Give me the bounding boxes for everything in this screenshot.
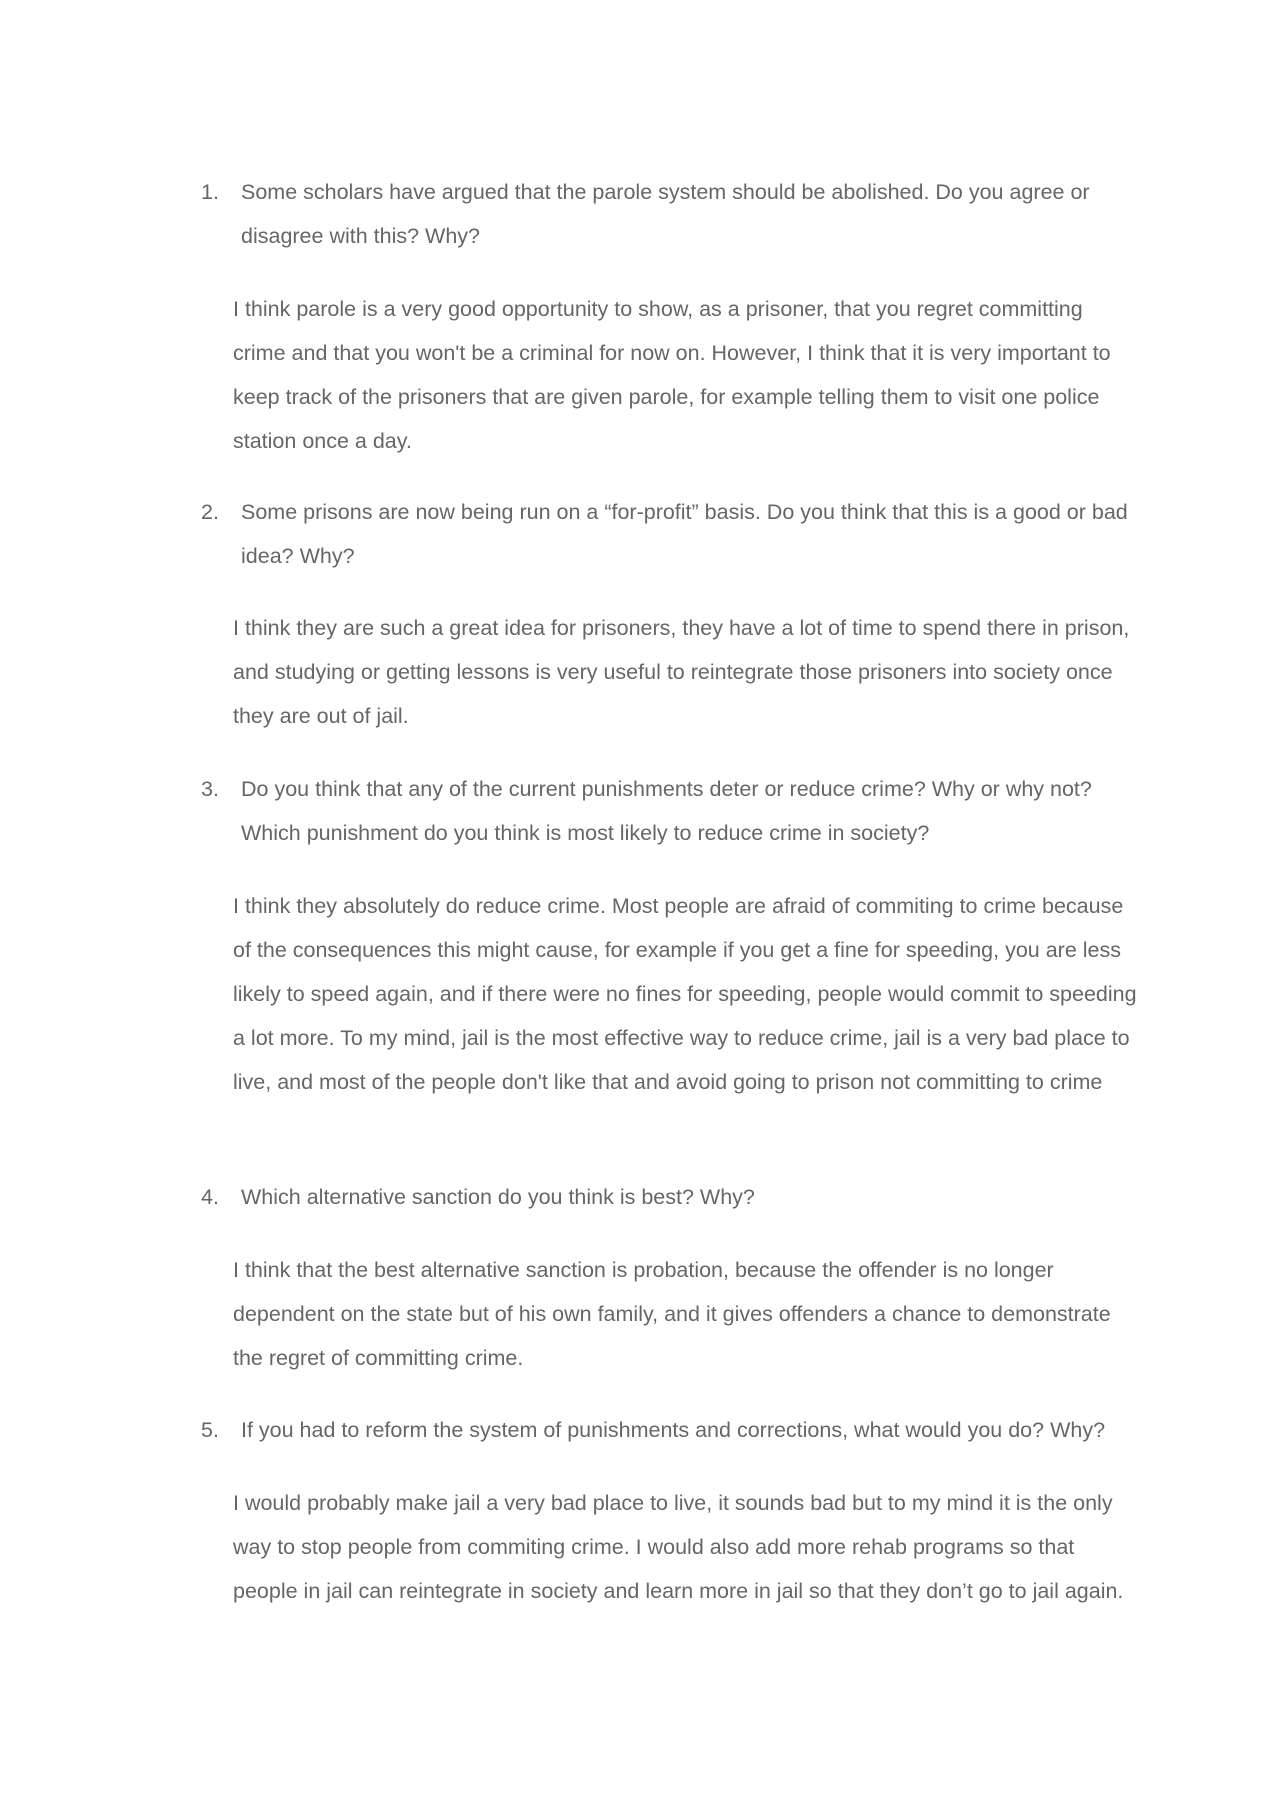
question-text: Which alternative sanction do you think is best? Why? [241,1185,755,1209]
answer-text: I think they absolutely do reduce crime. Most people are afraid of commiting to crime because of the consequences this might cause, for example if you get a fine for speeding, you are less likely to speed again, and if there were no fines for speeding, people would commit to speeding a lot more. To my mind, jail is the most effective way to reduce crime, jail is a very bad place to live, and most of the people don't like that and avoid going to prison not committing to crime [233,894,1137,1094]
answer-text: I would probably make jail a very bad place to live, it sounds bad but to my mind it is the only way to stop people from commiting crime. I would also add more rehab programs so that people in jail can reintegrate in society and learn more in jail so that they don’t go to jail again. [233,1491,1124,1603]
answer-text: I think that the best alternative sanction is probation, because the offender is no longer dependent on the state but of his own family, and it gives offenders a chance to demonstrate the regret of committing crime. [233,1258,1111,1370]
answer-text: I think they are such a great idea for prisoners, they have a lot of time to spend there in prison, and studying or getting lessons is very useful to reintegrate those prisoners into society once they are out of jail. [233,616,1130,728]
question-number: 5. [201,1418,219,1442]
question-text: Some prisons are now being run on a “for-profit” basis. Do you think that this is a good or bad idea? Why? [241,500,1128,568]
question-text: Do you think that any of the current punishments deter or reduce crime? Why or why not? Which punishment do you think is most likely to reduce crime in society? [241,777,1092,845]
question-number: 3. [201,777,219,801]
question-number: 2. [201,500,219,524]
question-text: If you had to reform the system of punishments and corrections, what would you do? Why? [241,1418,1106,1442]
answer-text: I think parole is a very good opportunity to show, as a prisoner, that you regret committing crime and that you won't be a criminal for now on. However, I think that it is very important to keep track of the prisoners that are given parole, for example telling them to visit one police station once a day. [233,297,1111,453]
question-number: 1. [201,180,219,204]
question-text: Some scholars have argued that the parole system should be abolished. Do you agree or disagree with this? Why? [241,180,1090,248]
question-number: 4. [201,1185,219,1209]
